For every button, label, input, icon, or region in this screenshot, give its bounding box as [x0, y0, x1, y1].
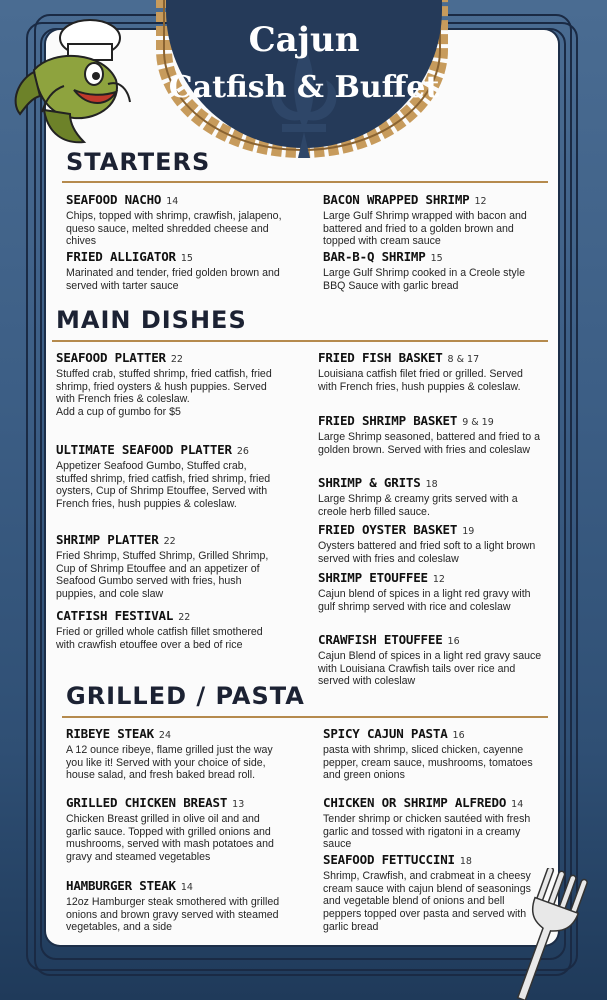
item-price: 14 — [166, 196, 179, 207]
section-divider — [62, 181, 548, 183]
item-name: ULTIMATE SEAFOOD PLATTER — [56, 442, 232, 457]
item-price: 12 — [432, 574, 445, 585]
menu-item — [56, 444, 278, 511]
item-name: SEAFOOD NACHO — [66, 192, 162, 207]
item-name: GRILLED CHICKEN BREAST — [66, 795, 228, 810]
menu-item — [323, 194, 545, 248]
item-name: SEAFOOD PLATTER — [56, 350, 166, 365]
item-price: 15 — [180, 253, 193, 264]
item-price: 16 — [452, 730, 465, 741]
item-description: Stuffed crab, stuffed shrimp, fried catfish, fried shrimp, fried oysters & hush puppies. Served with French fries & coleslaw. — [56, 367, 272, 406]
item-description: Fried Shrimp, Stuffed Shrimp, Grilled Shrimp, Cup of Shrimp Etouffee and an appetizer of Seafood Gumbo served with fries, hush puppies, and cole slaw — [56, 549, 269, 601]
menu-item — [318, 524, 544, 565]
item-description: Cajun blend of spices in a light red gravy with gulf shrimp served with rice and coleslaw — [318, 587, 531, 613]
menu-item — [318, 477, 544, 518]
item-name: CRAWFISH ETOUFFEE — [318, 632, 443, 647]
item-price: 22 — [170, 354, 183, 365]
menu-item — [323, 797, 545, 851]
item-name: RIBEYE STEAK — [66, 726, 154, 741]
item-price: 14 — [180, 882, 193, 893]
item-name: FRIED SHRIMP BASKET — [318, 413, 458, 428]
item-description: Tender shrimp or chicken sautéed with fresh garlic and tossed with rigatoni in a creamy sauce — [323, 812, 531, 851]
item-price: 18 — [459, 856, 472, 867]
item-name: CATFISH FESTIVAL — [56, 608, 174, 623]
item-price: 19 — [462, 526, 475, 537]
menu-item — [323, 728, 545, 782]
menu-item — [66, 728, 284, 782]
item-name: BAR-B-Q SHRIMP — [323, 249, 426, 264]
item-description: pasta with shrimp, sliced chicken, cayenne pepper, cream sauce, mushrooms, tomatoes and green onions — [323, 743, 533, 782]
section-divider — [52, 340, 548, 342]
item-name: CHICKEN OR SHRIMP ALFREDO — [323, 795, 507, 810]
section-heading-main-dishes: MAIN DISHES — [56, 306, 247, 334]
item-description: 12oz Hamburger steak smothered with grilled onions and brown gravy served with steamed vegetables, and a side — [66, 895, 280, 934]
menu-item — [318, 634, 544, 688]
menu-item — [318, 572, 544, 613]
restaurant-title-line2: Catfish & Buffet — [168, 70, 440, 105]
item-description: Shrimp, Crawfish, and crabmeat in a cheesy cream sauce with cajun blend of seasonings and vegetable blend of onions and bell peppers topped over pasta and served with garlic bread — [323, 869, 531, 933]
item-name: SHRIMP & GRITS — [318, 475, 421, 490]
item-description: Oysters battered and fried soft to a light brown served with fries and coleslaw — [318, 539, 536, 565]
item-name: HAMBURGER STEAK — [66, 878, 176, 893]
section-heading-grilled-pasta: GRILLED / PASTA — [66, 682, 305, 710]
item-price: 22 — [163, 536, 176, 547]
item-name: FRIED ALLIGATOR — [66, 249, 176, 264]
menu-item — [66, 880, 284, 934]
item-description: Chicken Breast grilled in olive oil and and garlic sauce. Topped with grilled onions and mushrooms, served with mash potatoes and gravy and steamed vegetables — [66, 812, 274, 864]
item-description: Appetizer Seafood Gumbo, Stuffed crab, stuffed shrimp, fried catfish, fried shrimp, fried oysters, Cup of Shrimp Etouffee, Served with French fries, hush puppies & coleslaw. — [56, 459, 271, 511]
item-extra-note: Add a cup of gumbo for $5 — [56, 406, 181, 419]
item-price: 12 — [474, 196, 487, 207]
item-price: 26 — [236, 446, 249, 457]
item-price: 15 — [430, 253, 443, 264]
item-price: 8 & 17 — [447, 354, 480, 365]
item-name: BACON WRAPPED SHRIMP — [323, 192, 470, 207]
menu-item — [66, 251, 284, 292]
menu-item — [318, 415, 544, 456]
item-name: SEAFOOD FETTUCCINI — [323, 852, 455, 867]
item-description: Louisiana catfish filet fried or grilled. Served with French fries, hush puppies & coleslaw. — [318, 367, 523, 393]
item-price: 13 — [232, 799, 245, 810]
item-description: Large Gulf Shrimp wrapped with bacon and battered and fried to a golden brown and topped with cream sauce — [323, 209, 527, 248]
item-price: 18 — [425, 479, 438, 490]
menu-item — [318, 352, 544, 393]
menu-item — [56, 534, 278, 601]
item-price: 9 & 19 — [462, 417, 494, 428]
menu-item — [56, 610, 278, 651]
chef-catfish-mascot-icon — [4, 10, 132, 150]
item-description: Cajun Blend of spices in a light red gravy sauce with Louisiana Crawfish tails over rice and served with coleslaw — [318, 649, 542, 688]
section-heading-starters: STARTERS — [66, 148, 211, 176]
restaurant-title-line1: Cajun — [248, 20, 360, 60]
menu-item — [66, 194, 284, 248]
item-name: FRIED FISH BASKET — [318, 350, 443, 365]
item-description: Fried or grilled whole catfish fillet smothered with crawfish etouffee over a bed of rice — [56, 625, 263, 651]
section-divider — [62, 716, 548, 718]
item-description: Marinated and tender, fried golden brown and served with tarter sauce — [66, 266, 280, 292]
item-name: FRIED OYSTER BASKET — [318, 522, 458, 537]
item-name: SHRIMP PLATTER — [56, 532, 159, 547]
menu-item — [56, 352, 278, 419]
menu-item — [323, 854, 545, 934]
item-name: SPICY CAJUN PASTA — [323, 726, 448, 741]
menu-item — [323, 251, 545, 292]
item-description: Large Shrimp & creamy grits served with a creole herb filled sauce. — [318, 492, 518, 518]
item-description: Large Shrimp seasoned, battered and fried to a golden brown. Served with fries and coleslaw — [318, 430, 541, 456]
item-price: 22 — [178, 612, 191, 623]
item-description: Large Gulf Shrimp cooked in a Creole style BBQ Sauce with garlic bread — [323, 266, 525, 292]
item-price: 16 — [447, 636, 460, 647]
item-price: 24 — [158, 730, 172, 741]
menu-item — [66, 797, 284, 864]
item-name: SHRIMP ETOUFFEE — [318, 570, 428, 585]
item-price: 14 — [511, 799, 524, 810]
item-description: Chips, topped with shrimp, crawfish, jalapeno, queso sauce, melted shredded cheese and chives — [66, 209, 282, 248]
item-description: A 12 ounce ribeye, flame grilled just the way you like it! Served with your choice of side, house salad, and fresh baked bread roll. — [66, 743, 273, 782]
